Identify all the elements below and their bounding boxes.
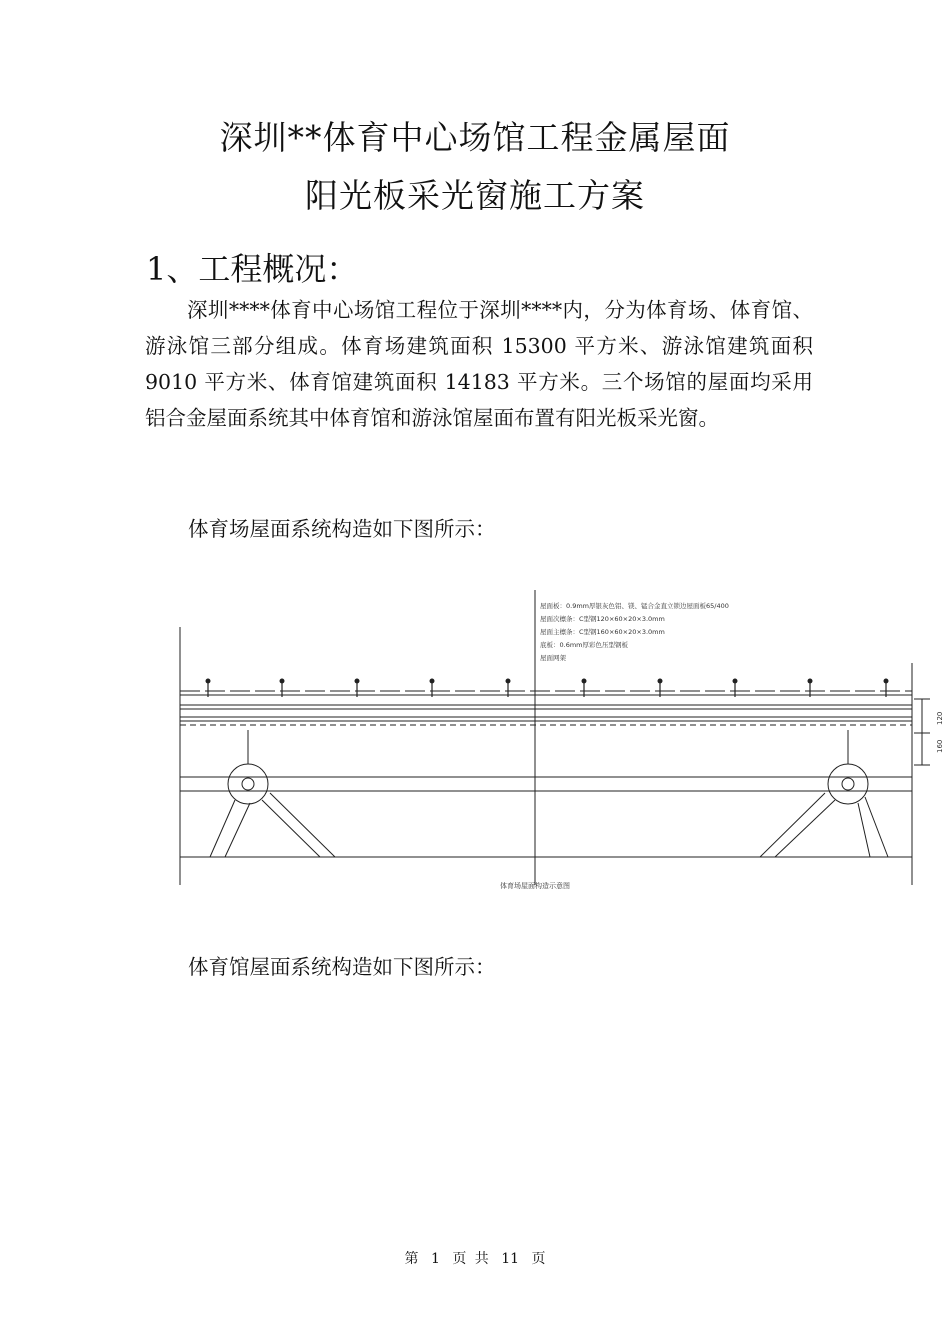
dimension-upper: 120 [936, 711, 944, 725]
legend-line-4: 底板：0.6mm厚彩色压型钢板 [540, 641, 629, 649]
legend-line-3: 屋面主檩条：C型钢160×60×20×3.0mm [540, 628, 665, 636]
page-number: 1 [430, 1251, 440, 1267]
page-footer [0, 1248, 950, 1268]
document-title-line1: 深圳**体育中心场馆工程金属屋面 [219, 118, 731, 157]
stadium-roof-caption: 体育场屋面系统构造如下图所示： [188, 517, 496, 541]
overview-paragraph: 深圳****体育中心场馆工程位于深圳****内，分为体育场、体育馆、游泳馆三部分组成。体育场建筑面积 15300 平方米、游泳馆建筑面积 9010 平方米、体育馆建筑面积 14183 平方米。三个场馆的屋面均采用铝合金屋面系统其中体育馆和游泳馆屋面布置有阳光板采光窗。 [145, 298, 813, 430]
roof-section-drawing [170, 585, 950, 895]
legend-line-5: 屋面网架 [540, 654, 566, 662]
page-label-suffix: 页 [531, 1251, 546, 1267]
legend-line-2: 屋面次檩条：C型钢120×60×20×3.0mm [540, 615, 665, 623]
page-label-prefix: 第 [404, 1251, 419, 1267]
legend-line-1: 屋面板：0.9mm厚银灰色铝、镁、锰合金直立锁边屋面板65/400 [540, 602, 729, 610]
page-label-mid: 页 共 [452, 1251, 489, 1267]
total-pages: 11 [501, 1251, 520, 1267]
document-title-line2: 阳光板采光窗施工方案 [305, 176, 645, 215]
dimension-lower: 160 [936, 739, 944, 753]
section-heading-overview: 1、工程概况： [146, 250, 359, 288]
gym-roof-caption: 体育馆屋面系统构造如下图所示： [188, 955, 496, 979]
figure-caption: 体育场屋面构造示意图 [500, 882, 570, 890]
